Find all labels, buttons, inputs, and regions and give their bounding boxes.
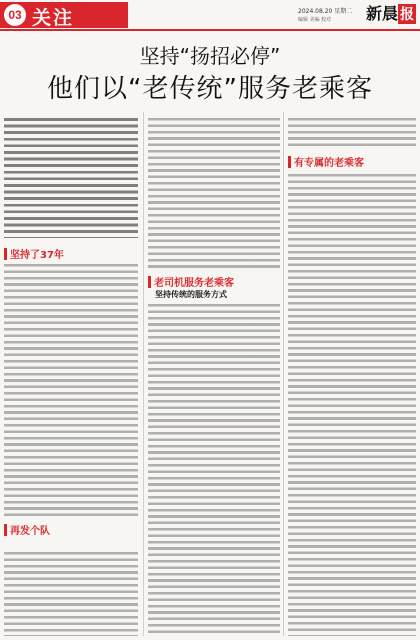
intro-text-lines: [4, 118, 138, 238]
body-text-block: [4, 552, 138, 636]
headline-line-1: 坚持“扬招必停”: [139, 44, 281, 68]
column-rule: [283, 112, 284, 636]
heading-bar: [4, 524, 7, 536]
section-title: 老司机服务老乘客: [154, 278, 234, 289]
logo-stamp: 报: [398, 4, 416, 24]
body-text-block: [4, 264, 138, 516]
section-name: 关注: [32, 7, 75, 29]
section-heading-left-1: [4, 246, 64, 261]
section-heading-left-2: [4, 522, 50, 537]
issue-date: 2024.08.20 星期二: [298, 8, 353, 15]
section-subtitle: 坚持传统的服务方式: [155, 290, 227, 299]
section-title: 坚持了37年: [10, 250, 64, 261]
newspaper-logo: [366, 1, 416, 24]
body-text-block: [288, 174, 416, 636]
body-text-block: [148, 304, 280, 636]
intro-block: [4, 118, 138, 238]
headline-line-2: 他们以“老传统”服务老乘客: [47, 74, 373, 104]
editor-credits: 编辑 美编 校对: [298, 17, 332, 23]
section-title: 有专属的老乘客: [294, 158, 364, 169]
heading-bar: [288, 156, 291, 168]
section-title: 再发个队: [10, 526, 50, 537]
section-heading-middle: [148, 274, 234, 289]
heading-bar: [148, 276, 151, 288]
body-text-block: [148, 118, 280, 268]
column-rule: [143, 112, 144, 636]
logo-text: 新晨: [365, 4, 398, 23]
body-text-block: [288, 118, 416, 148]
section-heading-right: [288, 154, 364, 169]
page-number: 03: [4, 4, 26, 26]
heading-bar: [4, 248, 7, 260]
